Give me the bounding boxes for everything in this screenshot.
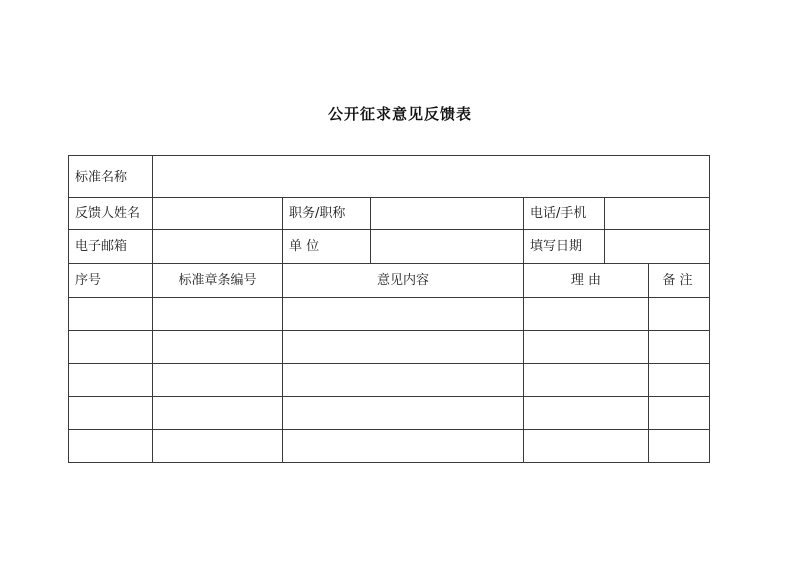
date-label: 填写日期 — [530, 239, 583, 254]
row-divider — [68, 263, 710, 264]
header-clause-number: 标准章条编号 — [178, 273, 257, 288]
table-row[interactable] — [69, 331, 709, 363]
date-field[interactable] — [605, 230, 709, 263]
header-remark: 备注 — [662, 273, 697, 288]
feedback-person-label: 反馈人姓名 — [75, 206, 141, 221]
feedback-person-field[interactable] — [153, 198, 282, 229]
phone-label: 电话/手机 — [530, 206, 587, 221]
table-row[interactable] — [69, 298, 709, 330]
table-row[interactable] — [69, 430, 709, 462]
table-row[interactable] — [69, 397, 709, 429]
email-label: 电子邮箱 — [75, 239, 128, 254]
unit-label — [289, 239, 319, 255]
header-opinion: 意见内容 — [376, 273, 429, 288]
header-reason: 理 由 — [570, 273, 602, 288]
form-title: 公开征求意见反馈表 — [327, 105, 472, 123]
position-label: 职务/职称 — [289, 206, 346, 221]
phone-field[interactable] — [605, 198, 709, 229]
table-row[interactable] — [69, 364, 709, 396]
standard-name-field[interactable] — [153, 156, 709, 197]
header-seq: 序号 — [75, 273, 102, 288]
position-field[interactable] — [371, 198, 523, 229]
standard-name-label: 标准名称 — [75, 170, 128, 185]
email-field[interactable] — [153, 230, 282, 263]
unit-label-text: 单 位 — [289, 239, 320, 254]
unit-field[interactable] — [371, 230, 523, 263]
